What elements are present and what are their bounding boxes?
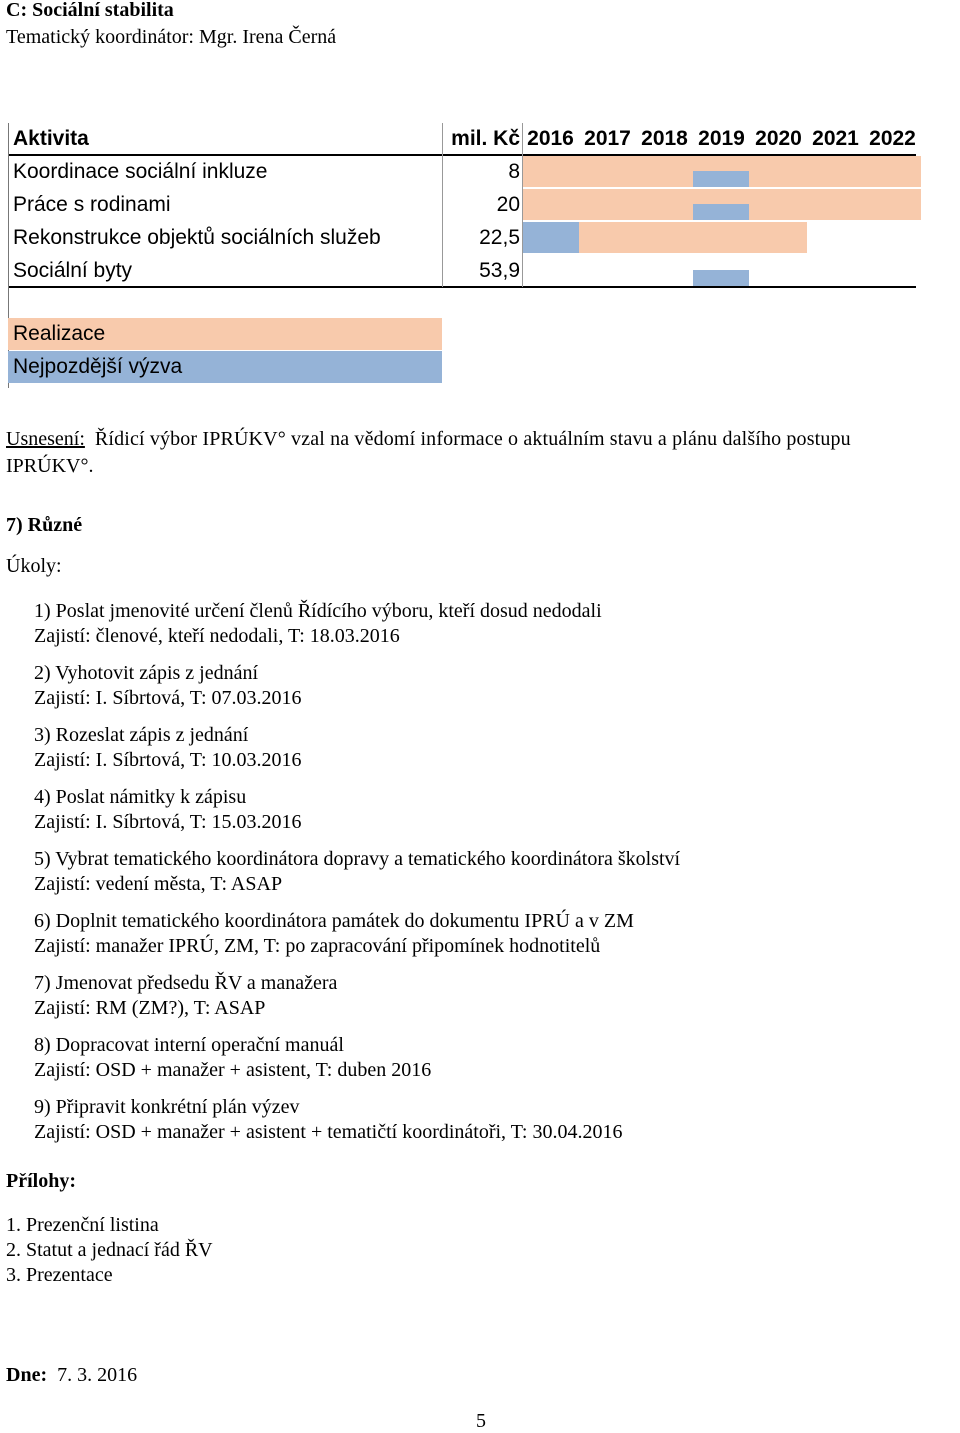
resolution-label: Usnesení: <box>6 428 85 450</box>
column-divider <box>442 123 443 287</box>
coordinator-line: Tematický koordinátor: Mgr. Irena Černá <box>6 26 337 48</box>
table-row <box>8 222 916 255</box>
column-header-year: 2020 <box>755 127 802 150</box>
task-assignee: Zajistí: I. Síbrtová, T: 07.03.2016 <box>34 687 302 709</box>
task-title: 5) Vybrat tematického koordinátora dopravy a tematického koordinátora školství <box>34 848 681 870</box>
column-header-year: 2019 <box>698 127 745 150</box>
task-title: 6) Doplnit tematického koordinátora památek do dokumentu IPRÚ a v ZM <box>34 910 634 932</box>
column-divider <box>522 123 523 287</box>
section-title: 7) Různé <box>6 514 83 536</box>
task-assignee: Zajistí: manažer IPRÚ, ZM, T: po zapracování připomínek hodnotitelů <box>34 935 601 957</box>
legend-vyzva: Nejpozdější výzva <box>8 351 442 383</box>
table-row <box>8 189 916 222</box>
column-header-year: 2017 <box>584 127 631 150</box>
task-title: 1) Poslat jmenovité určení členů Řídícího výboru, kteří dosud nedodali <box>34 600 602 622</box>
activity-amount: 20 <box>496 193 520 216</box>
task-assignee: Zajistí: OSD + manažer + asistent, T: duben 2016 <box>34 1059 432 1081</box>
activity-name: Práce s rodinami <box>13 193 171 216</box>
list-item <box>34 1033 431 1083</box>
resolution-line <box>6 428 956 451</box>
section-heading: C: Sociální stabilita <box>6 0 174 21</box>
attachment-item: 2. Statut a jednací řád ŘV <box>6 1239 213 1261</box>
column-header-amount: mil. Kč <box>451 127 520 150</box>
attachments-heading: Přílohy: <box>6 1170 76 1192</box>
header-divider <box>8 154 916 156</box>
list-item <box>34 971 337 1021</box>
column-header-year: 2018 <box>641 127 688 150</box>
list-item <box>34 909 634 959</box>
table-row <box>8 255 916 288</box>
column-header-year: 2022 <box>869 127 916 150</box>
table-row <box>8 156 916 189</box>
activity-amount: 8 <box>508 160 520 183</box>
task-title: 7) Jmenovat předsedu ŘV a manažera <box>34 972 338 994</box>
task-title: 4) Poslat námitky k zápisu <box>34 786 247 808</box>
task-assignee: Zajistí: I. Síbrtová, T: 15.03.2016 <box>34 811 302 833</box>
list-item <box>34 785 302 835</box>
activity-amount: 53,9 <box>479 259 520 282</box>
tasks-heading: Úkoly: <box>6 555 62 577</box>
task-assignee: Zajistí: vedení města, T: ASAP <box>34 873 283 895</box>
attachment-item: 1. Prezenční listina <box>6 1214 159 1236</box>
table-bottom-border <box>8 286 916 288</box>
resolution-text: Řídicí výbor IPRÚKV° vzal na vědomí informace o aktuálním stavu a plánu dalšího postupu <box>94 428 851 450</box>
activity-name: Sociální byty <box>13 259 133 282</box>
column-header-year: 2016 <box>527 127 574 150</box>
list-item <box>34 1095 622 1145</box>
date-value: 7. 3. 2016 <box>57 1364 138 1386</box>
task-title: 2) Vyhotovit zápis z jednání <box>34 662 259 684</box>
task-assignee: Zajistí: RM (ZM?), T: ASAP <box>34 997 266 1019</box>
date-line <box>6 1364 137 1387</box>
activity-name: Rekonstrukce objektů sociálních služeb <box>13 226 381 249</box>
legend-realizace: Realizace <box>8 318 442 350</box>
task-title: 9) Připravit konkrétní plán výzev <box>34 1096 300 1118</box>
resolution-continuation: IPRÚKV°. <box>6 455 94 477</box>
column-header-activity: Aktivita <box>13 127 89 150</box>
column-header-year: 2021 <box>812 127 859 150</box>
activity-amount: 22,5 <box>479 226 520 249</box>
task-title: 8) Dopracovat interní operační manuál <box>34 1034 344 1056</box>
list-item <box>34 661 302 711</box>
gantt-header-row <box>8 123 916 156</box>
list-item <box>34 723 302 773</box>
activity-name: Koordinace sociální inkluze <box>13 160 268 183</box>
attachment-item: 3. Prezentace <box>6 1264 113 1286</box>
list-item <box>34 599 602 649</box>
task-title: 3) Rozeslat zápis z jednání <box>34 724 249 746</box>
list-item <box>34 847 680 897</box>
date-label: Dne: <box>6 1364 48 1386</box>
task-assignee: Zajistí: I. Síbrtová, T: 10.03.2016 <box>34 749 302 771</box>
page-number: 5 <box>476 1410 486 1432</box>
task-assignee: Zajistí: OSD + manažer + asistent + tematičtí koordinátoři, T: 30.04.2016 <box>34 1121 623 1143</box>
task-assignee: Zajistí: členové, kteří nedodali, T: 18.03.2016 <box>34 625 400 647</box>
